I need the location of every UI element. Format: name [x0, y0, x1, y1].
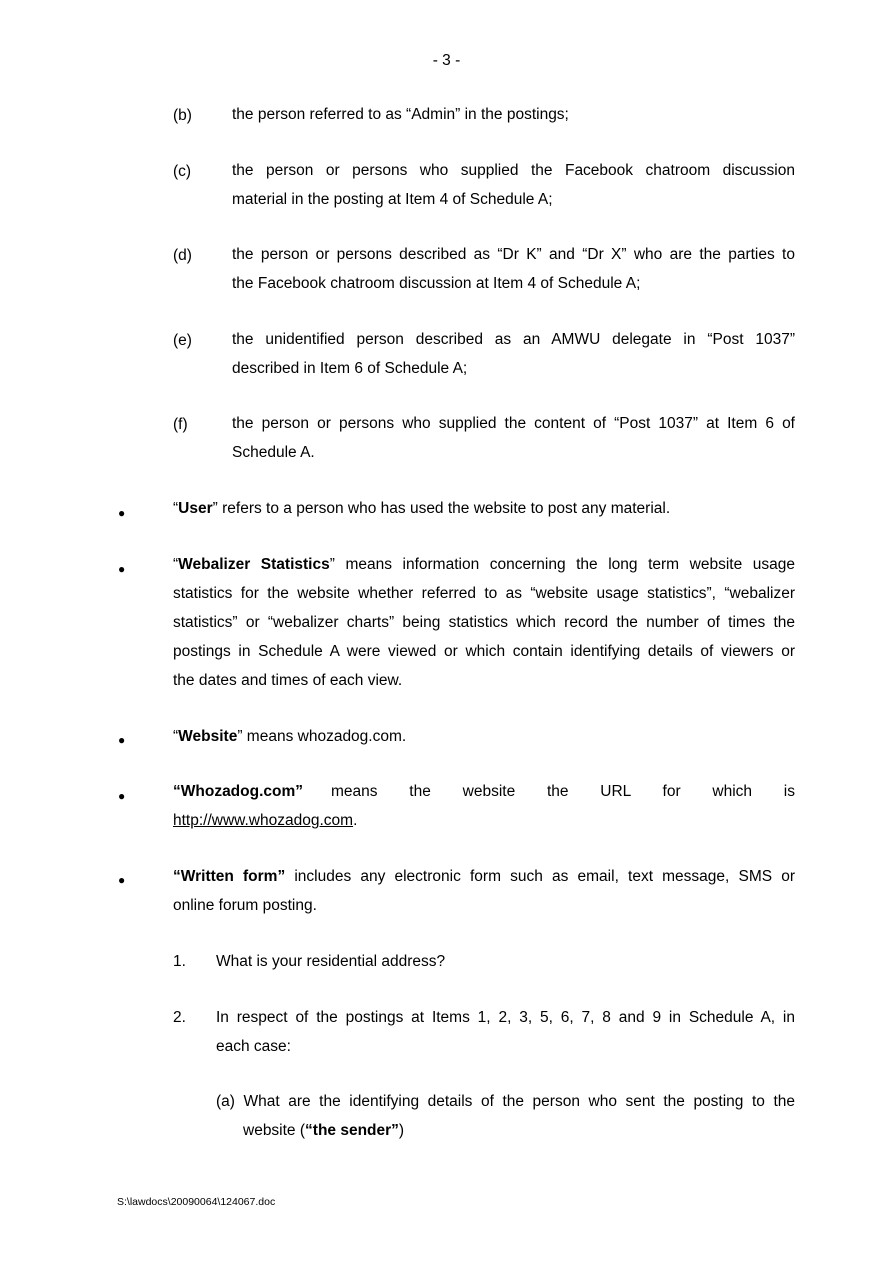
page-number: - 3 - [432, 52, 461, 69]
definition-whozadog-rest: means the website the URL for which is [331, 783, 795, 800]
item-c-line1: the person or persons who supplied the Facebook chatroom discussion [232, 162, 795, 179]
question-2-number: 2. [173, 1009, 186, 1026]
item-e-line1: the unidentified person described as an AMWU delegate in “Post 1037” [232, 331, 795, 348]
bullet-icon: ● [118, 873, 126, 887]
definition-written-form-line2: online forum posting. [173, 897, 317, 914]
definition-webalizer-line3: statistics” or “webalizer charts” being statistics which record the number of times the [173, 614, 795, 631]
item-e-line2: described in Item 6 of Schedule A; [232, 360, 468, 377]
bullet-icon: ● [118, 789, 126, 803]
definition-webalizer-line4: postings in Schedule A were viewed or which contain identifying details of viewers or [173, 643, 795, 660]
question-2a-line1: (a) What are the identifying details of the person who sent the posting to the [216, 1093, 795, 1110]
question-1-number: 1. [173, 953, 186, 970]
item-c-label: (c) [173, 163, 192, 180]
item-f-line1: the person or persons who supplied the content of “Post 1037” at Item 6 of [232, 415, 795, 432]
definition-webalizer-line2: statistics for the website whether referred to as “website usage statistics”, “webalizer [173, 585, 795, 602]
definition-whozadog-line1 [173, 777, 303, 806]
item-f-line2: Schedule A. [232, 444, 315, 461]
item-d-label: (d) [173, 247, 192, 264]
question-2-line1: In respect of the postings at Items 1, 2, 3, 5, 6, 7, 8 and 9 in Schedule A, in [216, 1009, 795, 1026]
definition-website: “Website” means whozadog.com. [173, 728, 407, 745]
definition-whozadog-line2: http://www.whozadog.com. [173, 812, 358, 829]
bullet-icon: ● [118, 733, 126, 747]
term-whozadog: “Whozadog.com” [173, 783, 304, 800]
footer-file-path: S:\lawdocs\20090064\124067.doc [117, 1196, 276, 1208]
item-d-line2: the Facebook chatroom discussion at Item 4 of Schedule A; [232, 275, 641, 292]
term-webalizer: Webalizer Statistics [178, 556, 330, 573]
term-website: Website [178, 728, 238, 745]
question-1-text: What is your residential address? [216, 953, 446, 970]
item-e-label: (e) [173, 332, 192, 349]
item-f-label: (f) [173, 416, 188, 433]
question-2a-line2: website (“the sender”) [243, 1122, 405, 1139]
bullet-icon: ● [118, 506, 126, 520]
term-user: User [178, 500, 213, 517]
term-the-sender: “the sender” [305, 1122, 399, 1139]
definition-user: “User” refers to a person who has used the website to post any material. [173, 500, 671, 517]
question-2-line2: each case: [216, 1038, 291, 1055]
definition-webalizer-line5: the dates and times of each view. [173, 672, 403, 689]
item-b-label: (b) [173, 107, 192, 124]
definition-written-form-line1: “Written form” includes any electronic form such as email, text message, SMS or [173, 868, 796, 885]
bullet-icon: ● [118, 562, 126, 576]
item-c-line2: material in the posting at Item 4 of Schedule A; [232, 191, 553, 208]
item-b-text: the person referred to as “Admin” in the postings; [232, 106, 569, 123]
definition-webalizer-line1: “Webalizer Statistics” means information concerning the long term website usage [173, 556, 795, 573]
term-written-form: “Written form” [173, 868, 286, 885]
item-d-line1: the person or persons described as “Dr K” and “Dr X” who are the parties to [232, 246, 795, 263]
whozadog-url-link[interactable]: http://www.whozadog.com [173, 812, 354, 829]
